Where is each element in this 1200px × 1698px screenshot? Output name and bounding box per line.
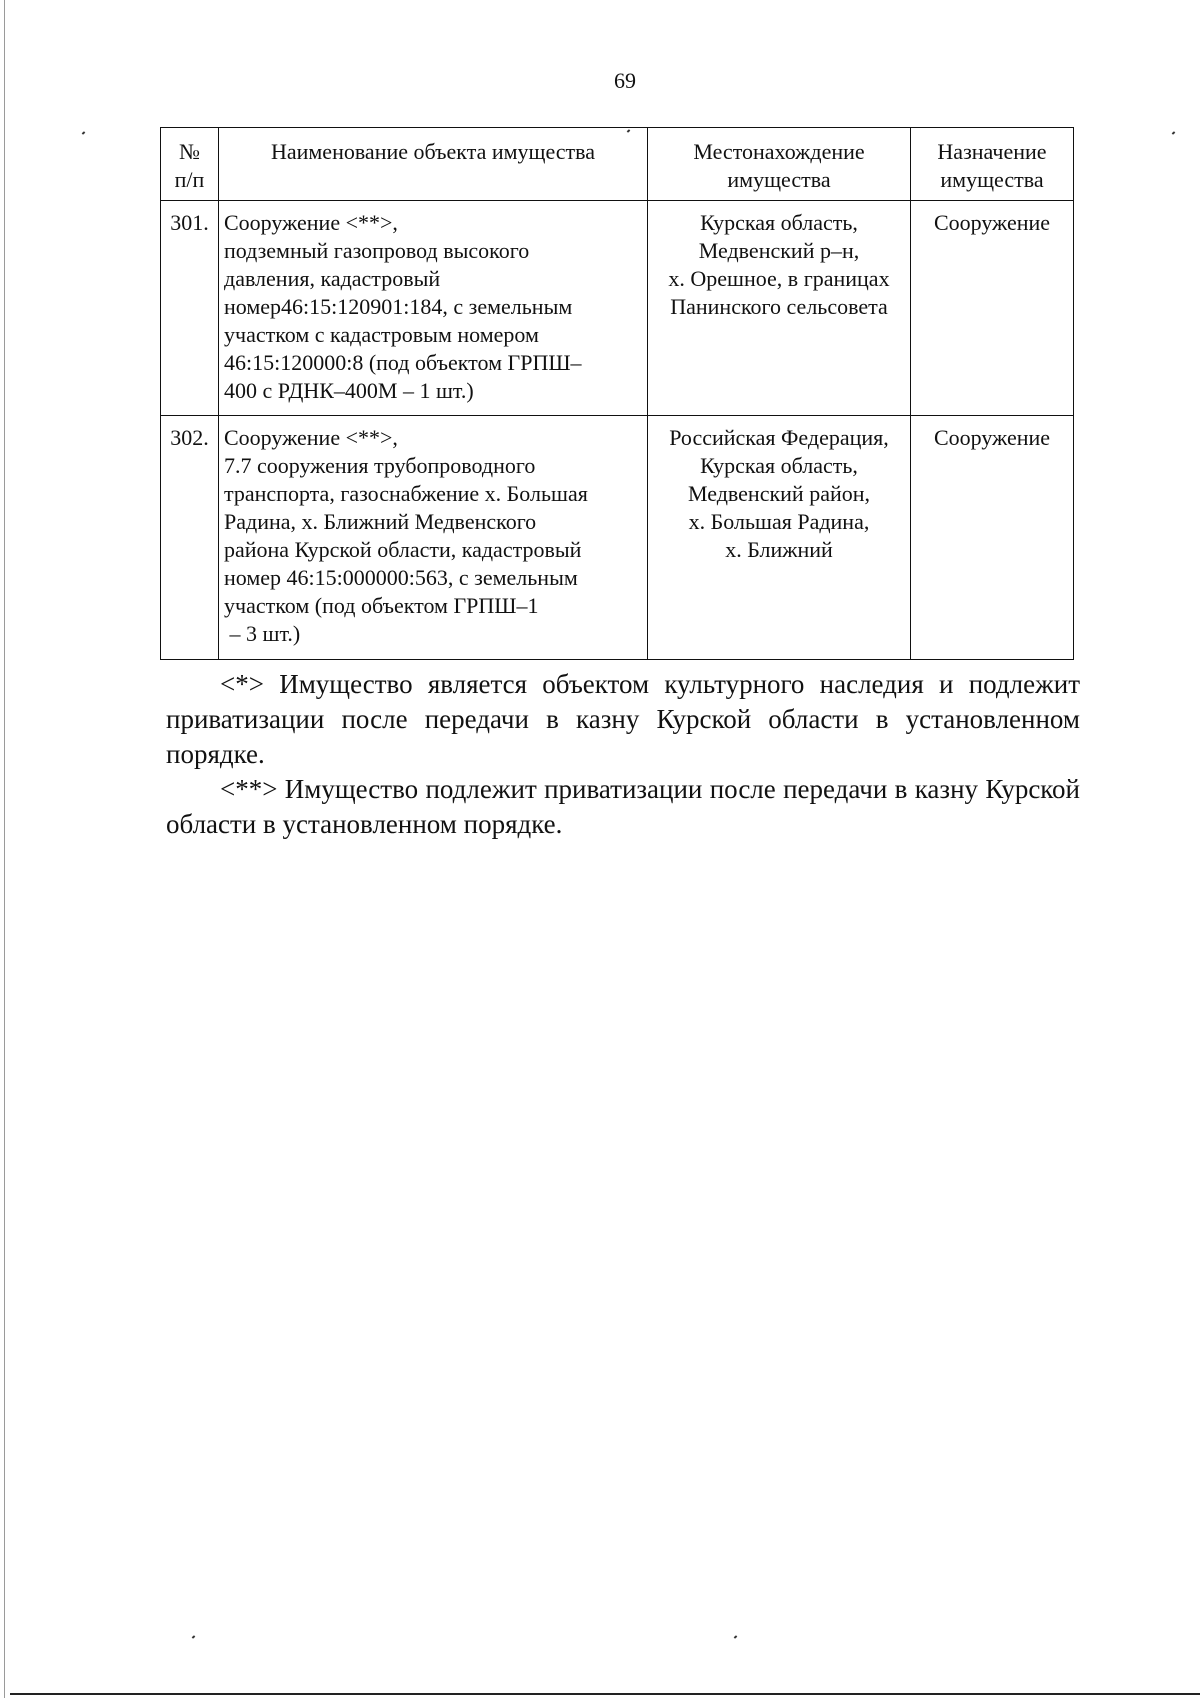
object-location: Российская Федерация, Курская область, Медвенский район, х. Большая Радина, х. Ближний: [648, 416, 911, 660]
scan-speck: [82, 131, 86, 134]
header-location: Местонахождение имущества: [648, 128, 911, 201]
header-name: Наименование объекта имущества: [219, 128, 648, 201]
scan-speck: [734, 1635, 738, 1638]
object-name: Сооружение <**>, подземный газопровод высокого давления, кадастровый номер46:15:120901:184, с земельным участком с кадастровым номером 46:15:120000:8 (под объектом ГРПШ– 400 с РДНК–400М – 1 шт.): [219, 201, 648, 416]
table-header-row: [161, 128, 1074, 201]
footnotes: [166, 667, 1080, 842]
row-number: 301.: [161, 201, 219, 416]
object-name: Сооружение <**>, 7.7 сооружения трубопроводного транспорта, газоснабжение х. Большая Радина, х. Ближний Медвенского района Курской области, кадастровый номер 46:15:000000:563, с земельным участком (под объектом ГРПШ–1 – 3 шт.): [219, 416, 648, 660]
table-row: [161, 201, 1074, 416]
header-num: № п/п: [161, 128, 219, 201]
scan-speck: [192, 1635, 196, 1638]
scan-speck: [1172, 131, 1176, 134]
footnote-privatization: <**> Имущество подлежит приватизации после передачи в казну Курской области в установленном порядке.: [166, 774, 1080, 839]
header-purpose: Назначение имущества: [911, 128, 1074, 201]
page-number: 69: [614, 68, 636, 93]
scan-edge-bottom: [10, 1693, 1200, 1695]
row-number: 302.: [161, 416, 219, 660]
object-purpose: Сооружение: [911, 201, 1074, 416]
scan-edge: [4, 0, 5, 1698]
object-purpose: Сооружение: [911, 416, 1074, 660]
object-location: Курская область, Медвенский р–н, х. Орешное, в границах Панинского сельсовета: [648, 201, 911, 416]
footnote-cultural-heritage: <*> Имущество является объектом культурного наследия и подлежит приватизации после передачи в казну Курской области в установленном порядке.: [166, 669, 1080, 769]
table-row: [161, 416, 1074, 660]
property-table: [160, 127, 1074, 660]
